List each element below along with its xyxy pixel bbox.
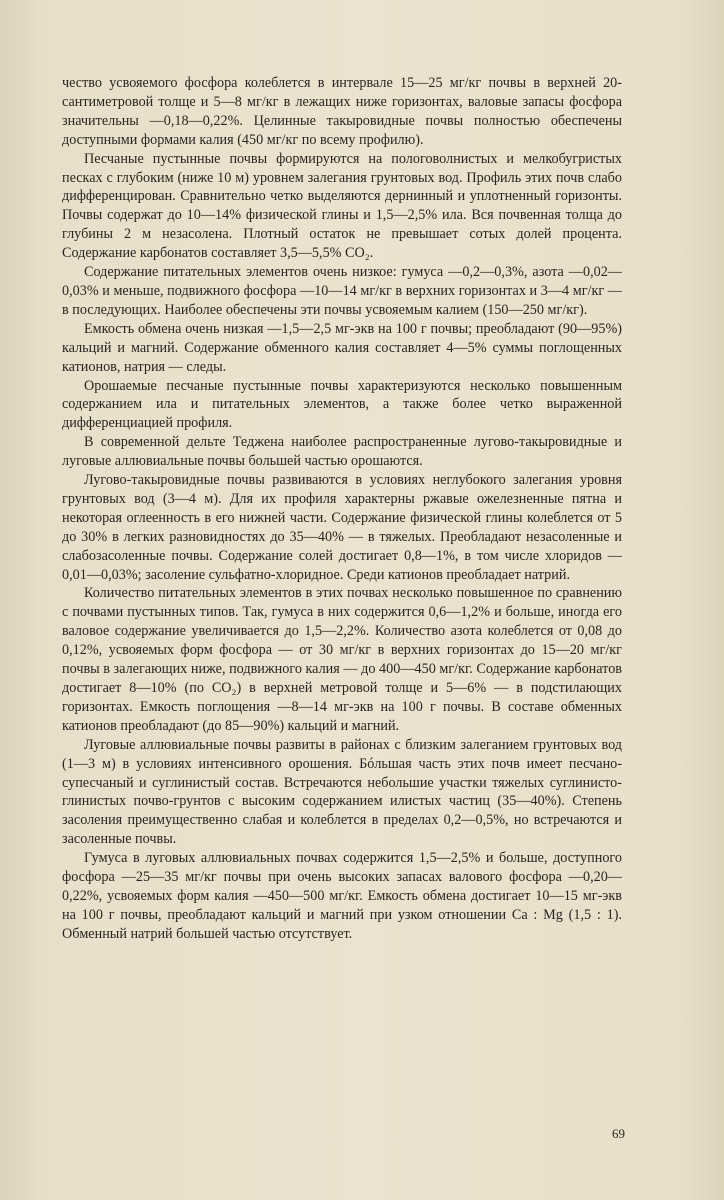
paragraph-sandy-soils: Песчаные пустынные почвы формируются на пологоволнистых и мелкобугристых песках с глубоким (ниже 10 м) уровнем залегания грунтовых вод. Профиль этих почв слабо дифференцирован. Сравнительно четко выделяются дернинный и уплотненный горизонты. Почвы содержат до 10—14% физической глины и 1,5—2,5% ила. Вся почвенная толща до глубины 2 м незасолена. Плотный остаток не превышает сотых долей процента. Содержание карбонатов составляет 3,5—5,5% CO₂.: [62, 150, 622, 262]
paragraph-alluvial-soils: Луговые аллювиальные почвы развиты в районах с близким залеганием грунтовых вод (1—3 м) в условиях интенсивного орошения. Бóльшая часть этих почв имеет песчано-супесчаный и суглинистый состав. Встречаются небольшие участки тяжелых суглинисто-глинистых почво-грунтов с высоким содержанием илистых частиц (35—40%). Степень засоления преимущественно слабая и колеблется в пределах 0,2—0,5%, но встречаются и засоленные почвы.: [62, 736, 622, 848]
paragraph-tejen-delta: В современной дельте Теджена наиболее распространенные лугово-такыровидные и луговые аллювиальные почвы большей частью орошаются.: [62, 434, 622, 470]
paragraph-irrigated-sandy: Орошаемые песчаные пустынные почвы характеризуются несколько повышенным содержанием ила и питательных элементов, а также более четко выраженной дифференциацией профиля.: [62, 377, 622, 432]
page-number: 69: [612, 1126, 625, 1141]
paragraph-humus: Гумуса в луговых аллювиальных почвах содержится 1,5—2,5% и больше, доступного фосфора —25—35 мг/кг почвы при очень высоких запасах валового фосфора —0,20—0,22%, усвояемых форм калия —450—500 мг/кг. Емкость обмена достигает 10—15 мг-экв на 100 г почвы, преобладают кальций и магний при узком отношении Ca : Mg (1,5 : 1). Обменный натрий большей частью отсутствует.: [62, 850, 622, 942]
paragraph-continuation: чество усвояемого фосфора колеблется в интервале 15—25 мг/кг почвы в верхней 20-сантиметровой толще и 5—8 мг/кг в лежащих ниже горизонтах, валовые запасы фосфора значительны —0,18—0,22%. Целинные такыровидные почвы полностью обеспечены доступными формами калия (450 мг/кг по всему профилю).: [62, 75, 622, 148]
paragraph-exchange-capacity: Емкость обмена очень низкая —1,5—2,5 мг-экв на 100 г почвы; преобладают (90—95%) кальций и магний. Содержание обменного калия составляет 4—5% суммы поглощенных катионов, натрия — следы.: [62, 320, 622, 375]
paragraph-meadow-takyr: Лугово-такыровидные почвы развиваются в условиях неглубокого залегания уровня грунтовых вод (3—4 м). Для их профиля характерны ржавые ожелезненные пятна и некоторая оглеенность в его нижней части. Содержание физической глины колеблется от 5 до 30% в легких разновидностях до 35—40% — в тяжелых. Преобладают незасоленные и слабозасоленные почвы. Содержание солей достигает 0,8—1%, в том числе хлоридов — 0,01—0,03%; засоление сульфатно-хлоридное. Среди катионов преобладает натрий.: [62, 472, 622, 583]
paragraph-nutrient-amounts: Количество питательных элементов в этих почвах несколько повышенное по сравнению с почвами пустынных типов. Так, гумуса в них содержится 0,6—1,2% и больше, иногда его валовое содержание увеличивается до 1,5—2,2%. Количество азота колеблется от 0,08 до 0,12%, усвояемых форм фосфора — от 30 мг/кг в верхних горизонтах до 15—20 мг/кг почвы в залегающих ниже, подвижного калия — до 400—450 мг/кг. Содержание карбонатов достигает 8—10% (по CO₂) в верхней метровой толще и 5—6% — в подстилающих горизонтах. Емкость поглощения —8—14 мг-экв на 100 г почвы. В составе обменных катионов преобладают (до 85—90%) кальций и магний.: [62, 585, 622, 734]
paragraph-nutrients: Содержание питательных элементов очень низкое: гумуса —0,2—0,3%, азота —0,02—0,03% и меньше, подвижного фосфора —10—14 мг/кг в верхних горизонтах и 3—4 мг/кг — в последующих. Наиболее обеспечены эти почвы усвояемым калием (150—250 мг/кг).: [62, 264, 622, 318]
body-text: [62, 74, 622, 944]
